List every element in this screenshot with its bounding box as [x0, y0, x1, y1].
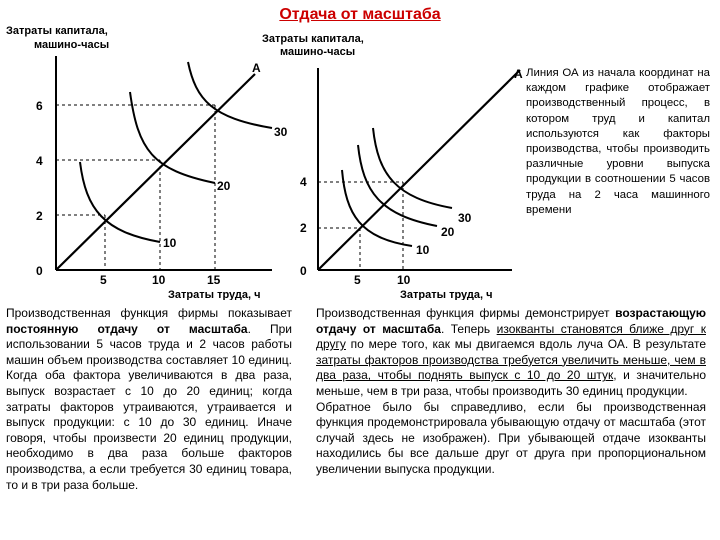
right-text-part: . Теперь	[440, 321, 497, 336]
left-chart	[6, 25, 288, 300]
right-isoquant-label: 10	[416, 243, 430, 257]
right-x-tick: 5	[354, 273, 361, 287]
left-y-tick: 6	[36, 99, 43, 113]
right-y-tick: 0	[300, 264, 307, 278]
right-ray-label: А	[514, 67, 523, 81]
right-text-underlined: затраты факторов производства требуется увеличить меньше, чем в два раза, чтобы поднять выпуск с 10 до 20 штук	[316, 352, 706, 383]
right-isoquant-label: 30	[458, 211, 472, 225]
left-y-axis-title-2: машино-часы	[34, 39, 110, 51]
right-explanation	[316, 306, 706, 478]
left-x-tick: 15	[207, 273, 221, 287]
right-text-underlined: изокванты становятся ближе друг к другу	[316, 321, 706, 352]
left-text-part: Производственная функция фирмы показывает	[6, 306, 292, 320]
right-ray-oa	[318, 70, 520, 270]
right-text-paragraph-2: Обратное было бы справедливо, если бы производственная функция продемонстрировала убывающую отдачу от масштаба (этот случай здесь не изображен). При убывающей отдаче изокванты находились бы все дальше друг от друга при пропорциональном увеличении выпуска продукции.	[316, 399, 706, 476]
right-y-tick: 4	[300, 175, 307, 189]
right-text-part: Производственная функция фирмы демонстрирует	[316, 306, 616, 320]
left-x-tick: 10	[152, 273, 166, 287]
left-y-tick: 0	[36, 264, 43, 278]
left-isoquant-10	[80, 162, 160, 242]
left-y-axis-title-1: Затраты капитала,	[6, 25, 108, 37]
left-y-tick: 4	[36, 154, 43, 168]
left-isoquant-label: 20	[217, 179, 231, 193]
left-ray-label: А	[252, 61, 261, 75]
right-text-emphasis: возрастающую отдачу от масштаба	[316, 306, 706, 336]
left-isoquant-20	[130, 92, 215, 183]
right-isoquant-label: 20	[441, 225, 455, 239]
right-text-part: , и значительно меньше, чем в три раза, чтобы производить 30 единиц продукции.	[316, 368, 706, 398]
right-isoquant-30	[373, 128, 452, 208]
left-x-axis-title: Затраты труда, ч	[168, 289, 261, 300]
right-x-tick: 10	[397, 273, 411, 287]
left-explanation	[6, 306, 292, 493]
left-isoquant-label: 10	[163, 236, 177, 250]
left-text-part: . При использовании 5 часов труда и 2 часов работы машин объем производства составляет 10 единиц. Когда оба фактора увеличиваются в два раза, выпуск возрастает с 10 до 20 единиц; когда затраты факторов утраиваются, утраивается и выпуск продукции: с 10 до 30 единиц. Иначе говоря, чтобы произвести 20 единиц продукции, необходимо в два раза больше факторов производства, а если требуется 30 единиц товара, то и в три раза больше.	[6, 321, 292, 492]
right-y-axis-title-2: машино-часы	[280, 46, 356, 58]
right-text-part: по мере того, как мы двигаемся вдоль луча ОА. В результате	[345, 337, 706, 352]
right-y-tick: 2	[300, 221, 307, 235]
page-title: Отдача от масштаба	[279, 6, 441, 23]
right-x-axis-title: Затраты труда, ч	[400, 289, 493, 300]
left-isoquant-label: 30	[274, 125, 288, 139]
left-x-tick: 5	[100, 273, 107, 287]
chart-note: Линия ОА из начала координат на каждом графике отображает производственный процесс, в котором труд и капитал используются как факторы производства, чтобы производить различные уровни выпуска продукции в соотношении 5 часов труда на 2 часа машинного времени	[526, 67, 710, 216]
left-y-tick: 2	[36, 209, 43, 223]
left-text-emphasis: постоянную отдачу от масштаба	[6, 321, 248, 336]
right-y-axis-title-1: Затраты капитала,	[262, 33, 364, 45]
right-chart	[262, 33, 523, 300]
